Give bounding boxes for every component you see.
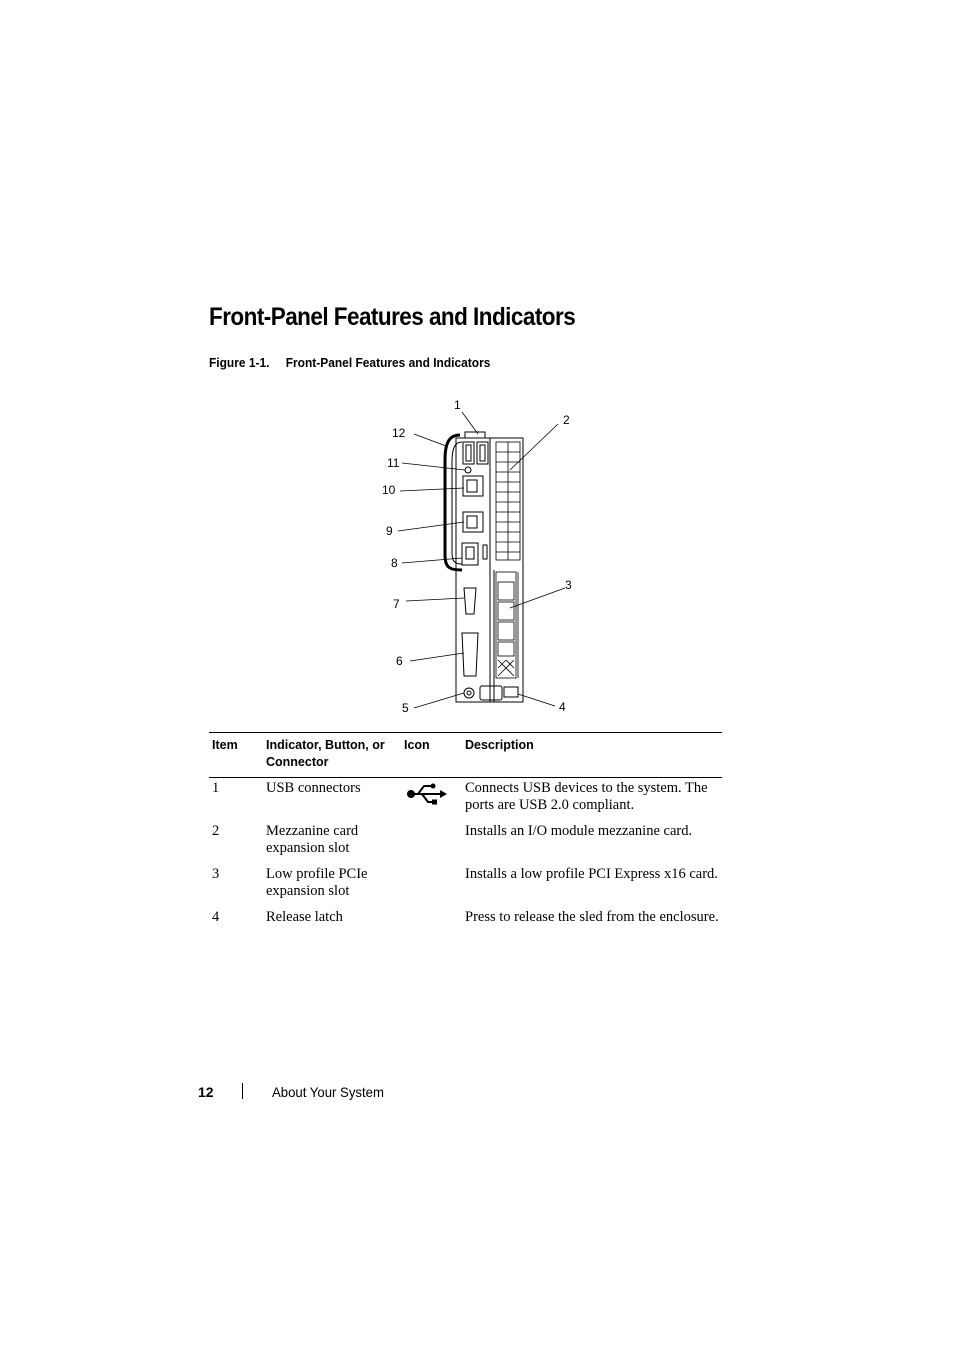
callout-6: 6 xyxy=(396,654,403,668)
mezzanine-grid xyxy=(496,442,520,560)
row-icon xyxy=(404,778,465,822)
usb-icon xyxy=(406,783,448,805)
footer-section-title: About Your System xyxy=(272,1084,384,1100)
row-item: 4 xyxy=(212,909,220,925)
header-indicator xyxy=(266,733,404,778)
footer-divider xyxy=(242,1083,243,1099)
pcie-slot xyxy=(496,572,518,678)
callout-3: 3 xyxy=(565,578,572,592)
row-description: Installs an I/O module mezzanine card. xyxy=(465,823,693,839)
callout-2: 2 xyxy=(563,413,570,427)
callout-11: 11 xyxy=(387,456,400,470)
header-item: Item xyxy=(209,733,266,778)
callout-1: 1 xyxy=(454,398,461,412)
management-port xyxy=(462,543,478,565)
serial-connector xyxy=(464,588,476,614)
page-title: Front-Panel Features and Indicators xyxy=(209,303,576,331)
features-table xyxy=(209,732,722,933)
callout-12: 12 xyxy=(392,426,406,440)
row-icon xyxy=(404,907,465,933)
callout-5: 5 xyxy=(402,701,409,715)
page-number: 12 xyxy=(198,1084,214,1100)
row-name: Mezzanine card expansion slot xyxy=(266,823,359,856)
row-description: Installs a low profile PCI Express x16 card. xyxy=(465,866,718,882)
row-item: 2 xyxy=(212,823,220,839)
row-item: 1 xyxy=(212,780,220,796)
figure-label: Figure 1-1. xyxy=(209,355,270,370)
figure-title: Front-Panel Features and Indicators xyxy=(285,355,491,370)
release-latch xyxy=(480,686,502,700)
vga-connector xyxy=(462,633,478,676)
power-indicator xyxy=(465,467,471,473)
table-row xyxy=(209,821,722,864)
row-description: Press to release the sled from the enclosure. xyxy=(465,909,719,925)
table-row xyxy=(209,778,722,822)
callout-10: 10 xyxy=(382,483,396,497)
row-description: Connects USB devices to the system. The ports are USB 2.0 compliant. xyxy=(465,780,708,813)
header-indicator-line2: Connector xyxy=(266,755,329,769)
table-row xyxy=(209,864,722,907)
power-button xyxy=(464,688,474,698)
callout-8: 8 xyxy=(391,556,398,570)
figure-caption xyxy=(209,355,490,370)
table-row xyxy=(209,907,722,933)
front-panel-figure xyxy=(370,390,600,720)
callout-7: 7 xyxy=(393,597,400,611)
row-name: Release latch xyxy=(266,909,343,925)
row-name: Low profile PCIe expansion slot xyxy=(266,866,368,899)
table-header-row xyxy=(209,733,722,778)
callout-9: 9 xyxy=(386,524,393,538)
row-icon xyxy=(404,821,465,864)
row-icon xyxy=(404,864,465,907)
row-name: USB connectors xyxy=(266,780,361,796)
callout-4: 4 xyxy=(559,700,566,714)
row-item: 3 xyxy=(212,866,220,882)
header-indicator-line1: Indicator, Button, or xyxy=(266,738,385,752)
header-icon: Icon xyxy=(404,733,465,778)
nic-port xyxy=(463,476,483,496)
nic-port xyxy=(463,512,483,532)
header-description: Description xyxy=(465,733,722,778)
sled-handle xyxy=(445,435,462,570)
